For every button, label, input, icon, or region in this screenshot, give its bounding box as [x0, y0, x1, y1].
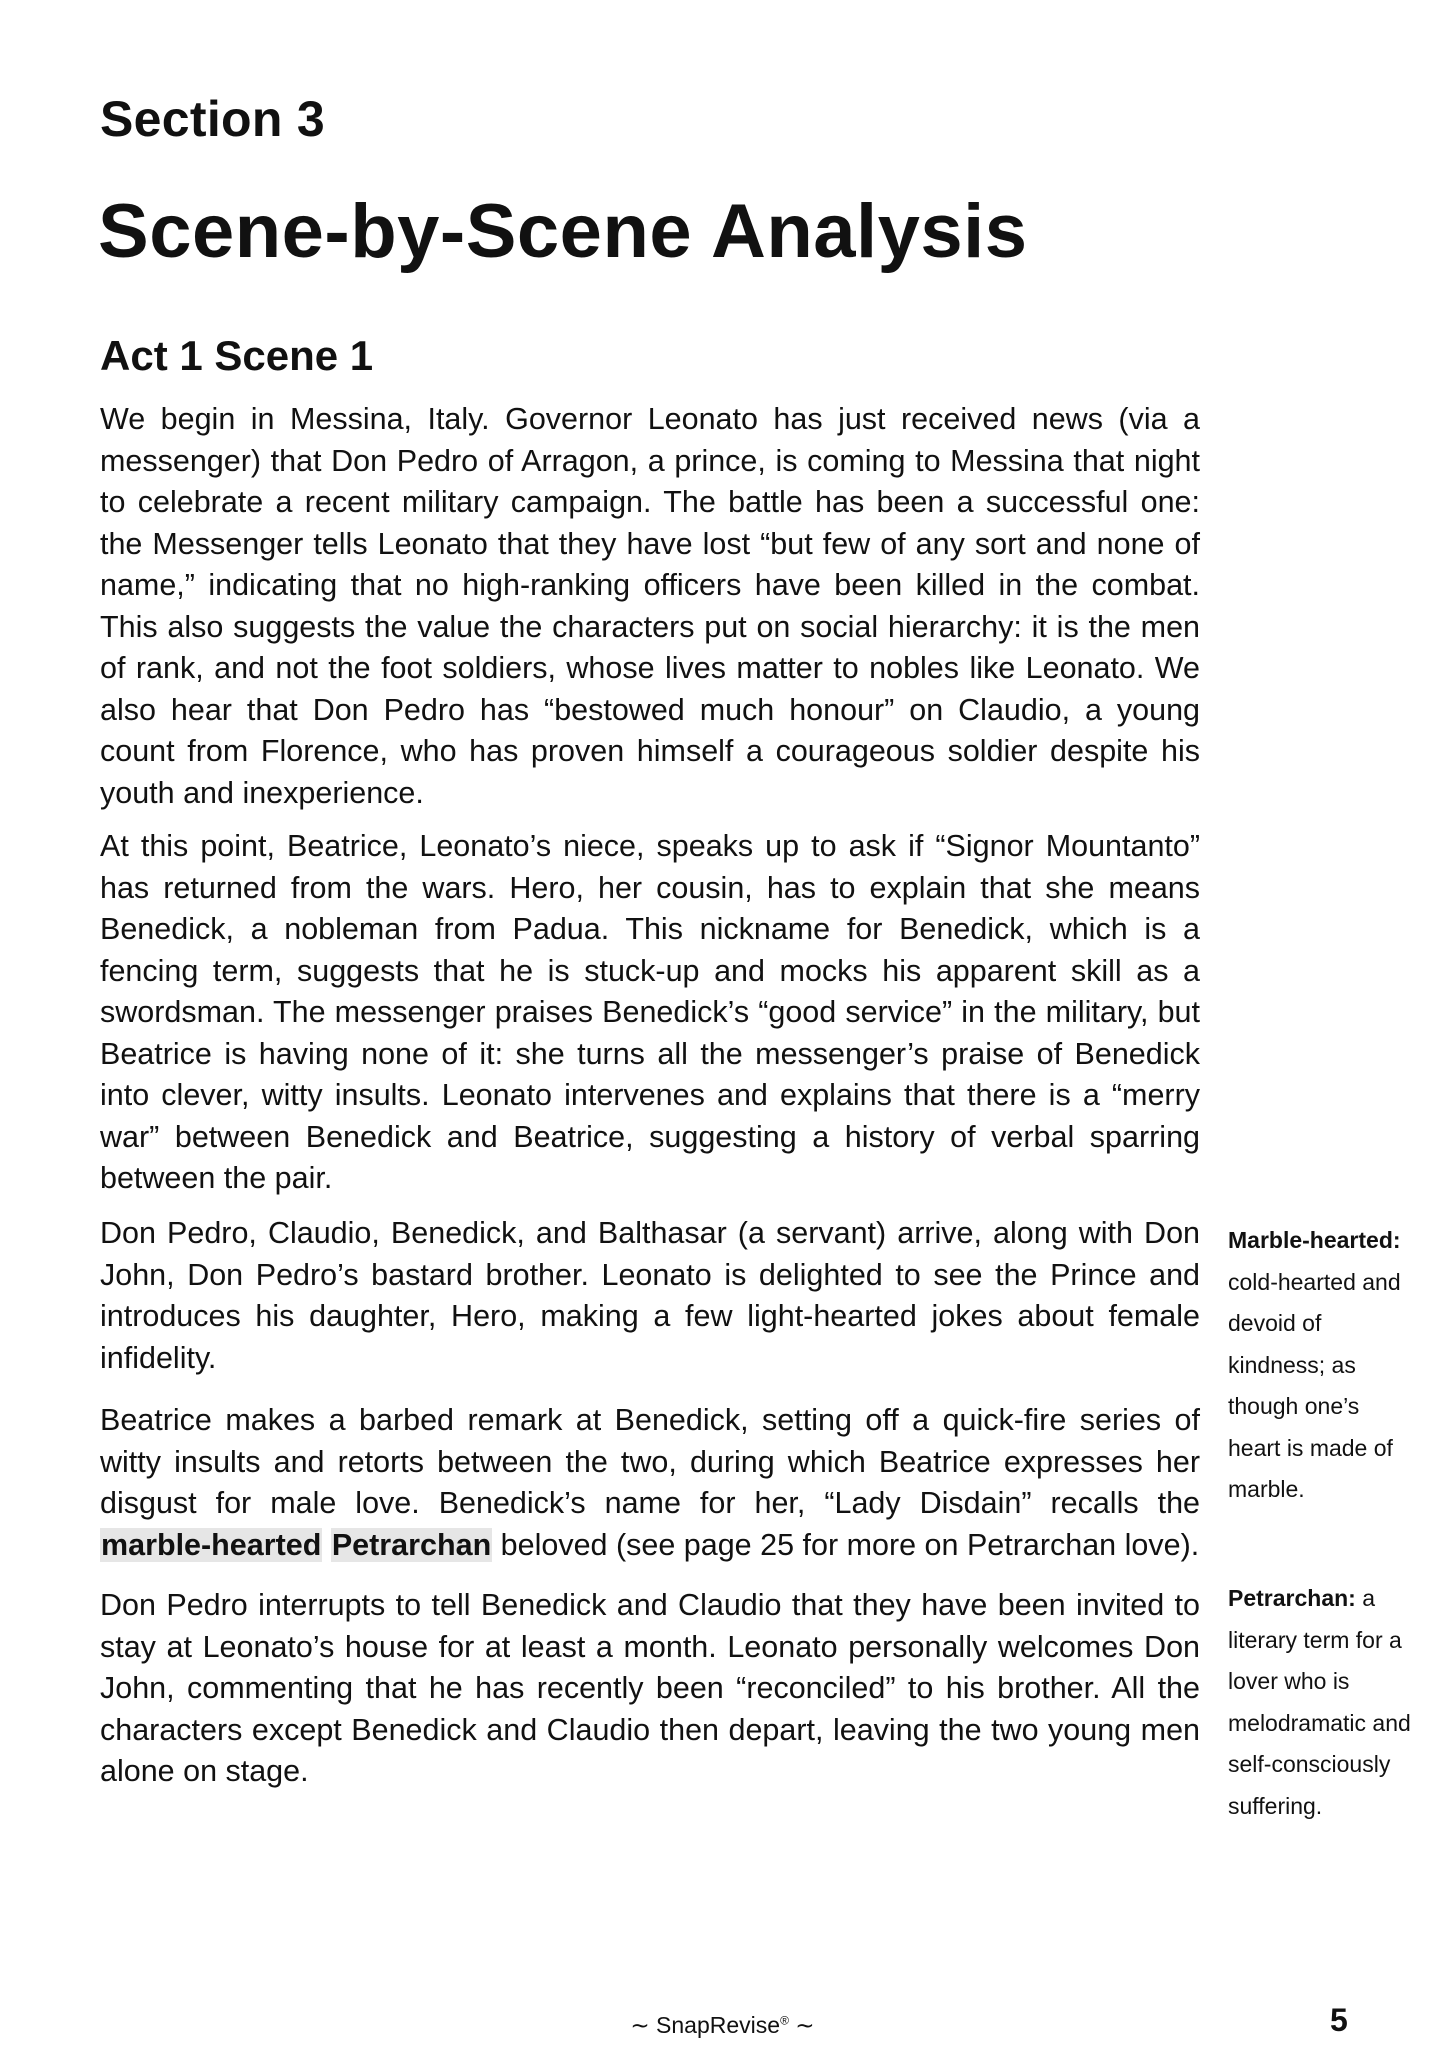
glossary-definition: cold-hearted and devoid of kindness; as though one’s heart is made of marble.	[1228, 1268, 1401, 1502]
paragraph-4	[100, 1400, 1200, 1566]
brand-name: ∼ SnapRevise	[630, 2012, 781, 2038]
glossary-term: Petrarchan:	[1228, 1585, 1356, 1611]
highlighted-term-marble-hearted: marble-hearted	[101, 1527, 322, 1562]
paragraph-2: At this point, Beatrice, Leonato’s niece, speaks up to ask if “Signor Mountanto” has returned from the wars. Hero, her cousin, has to explain that she means Benedick, a nobleman from Padua. This nickname for Benedick, which is a fencing term, suggests that he is stuck-up and mocks his apparent skill as a swordsman. The messenger praises Benedick’s “good service” in the military, but Beatrice is having none of it: she turns all the messenger’s praise of Benedick into clever, witty insults. Leonato intervenes and explains that there is a “merry war” between Benedick and Beatrice, suggesting a history of verbal sparring between the pair.	[100, 829, 1200, 1195]
glossary-note-marble-hearted	[1228, 1220, 1413, 1511]
brand-tilde: ∼	[788, 2012, 815, 2038]
paragraph-5: Don Pedro interrupts to tell Benedick and Claudio that they have been invited to stay at Leonato’s house for at least a month. Leonato personally welcomes Don John, commenting that he has recently been “reconciled” to his brother. All the characters except Benedick and Claudio then depart, leaving the two young men alone on stage.	[100, 1588, 1200, 1788]
section-label: Section 3	[100, 91, 325, 147]
glossary-definition: a literary term for a lover who is melodramatic and self-consciously suffering.	[1228, 1585, 1411, 1819]
paragraph-4-text-start: Beatrice makes a barbed remark at Benedick, setting off a quick-fire series of witty insults and retorts between the two, during which Beatrice expresses her disgust for male love. Benedick’s name for her, “Lady Disdain” recalls the	[100, 1403, 1200, 1520]
glossary-note-petrarchan	[1228, 1578, 1413, 1827]
registered-mark: ®	[780, 2013, 789, 2028]
paragraph-4-text-end: beloved (see page 25 for more on Petrarchan love).	[492, 1527, 1200, 1562]
highlighted-term-petrarchan: Petrarchan	[331, 1527, 492, 1562]
page-title: Scene-by-Scene Analysis	[98, 189, 1028, 274]
footer-brand	[0, 2012, 1445, 2039]
scene-heading: Act 1 Scene 1	[100, 332, 374, 379]
page-number: 5	[1330, 2002, 1348, 2038]
paragraph-3: Don Pedro, Claudio, Benedick, and Balthasar (a servant) arrive, along with Don John, Don Pedro’s bastard brother. Leonato is delighted to see the Prince and introduces his daughter, Hero, making a few light-hearted jokes about female infidelity.	[100, 1216, 1200, 1375]
paragraph-1: We begin in Messina, Italy. Governor Leonato has just received news (via a messenger) that Don Pedro of Arragon, a prince, is coming to Messina that night to celebrate a recent military campaign. The battle has been a successful one: the Messenger tells Leonato that they have lost “but few of any sort and none of name,” indicating that no high-ranking officers have been killed in the combat. This also suggests the value the characters put on social hierarchy: it is the men of rank, and not the foot soldiers, whose lives matter to nobles like Leonato. We also hear that Don Pedro has “bestowed much honour” on Claudio, a young count from Florence, who has proven himself a courageous soldier despite his youth and inexperience.	[100, 402, 1200, 810]
glossary-term: Marble-hearted:	[1228, 1227, 1401, 1253]
